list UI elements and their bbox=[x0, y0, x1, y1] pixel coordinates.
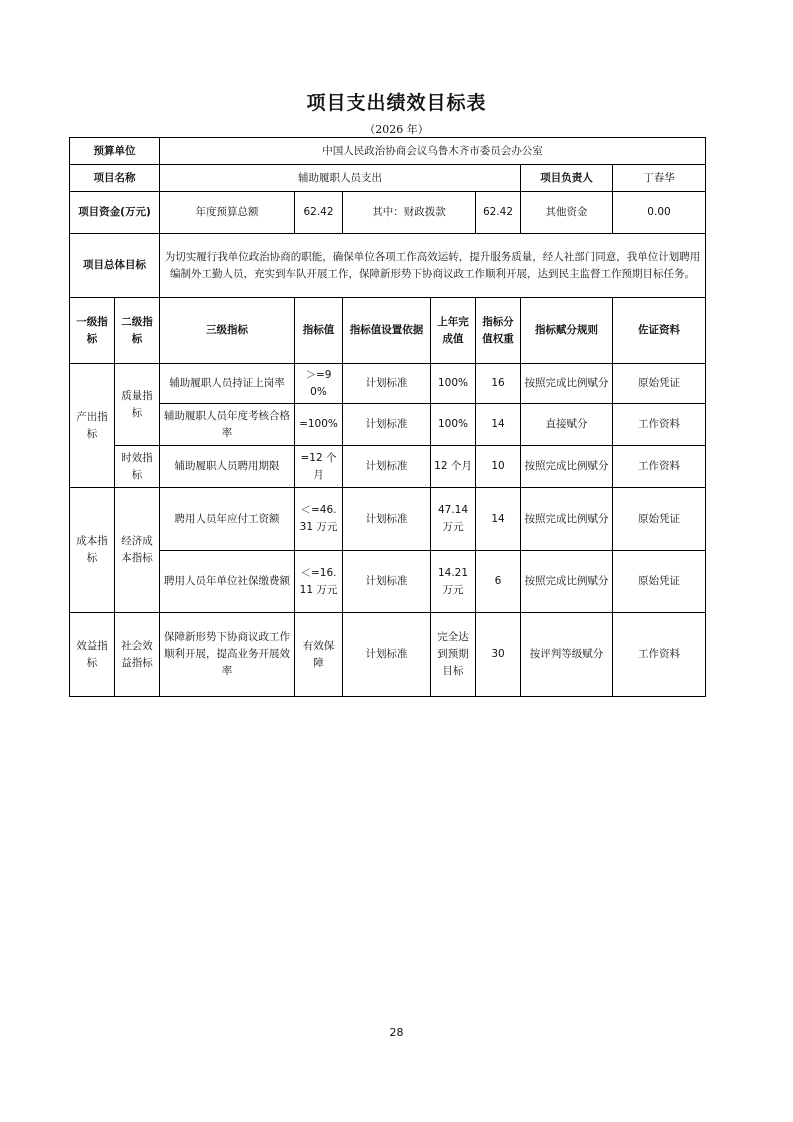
indicator-last-year: 47.14 万元 bbox=[431, 488, 476, 551]
indicator-basis: 计划标准 bbox=[343, 446, 431, 488]
indicator-evidence: 工作资料 bbox=[613, 613, 706, 697]
table-row bbox=[70, 613, 706, 697]
indicator-rule: 按照完成比例赋分 bbox=[521, 364, 613, 404]
fiscal-allocation-label: 其中：财政拨款 bbox=[343, 192, 476, 234]
indicator-evidence: 原始凭证 bbox=[613, 364, 706, 404]
indicator-name: 辅助履职人员年度考核合格率 bbox=[160, 404, 295, 446]
indicator-rule: 按评判等级赋分 bbox=[521, 613, 613, 697]
header-weight: 指标分值权重 bbox=[476, 298, 521, 364]
table-row bbox=[70, 404, 706, 446]
indicator-weight: 14 bbox=[476, 404, 521, 446]
group-timeliness: 时效指标 bbox=[115, 446, 160, 488]
annual-budget-label: 年度预算总额 bbox=[160, 192, 295, 234]
indicator-value: =12 个月 bbox=[295, 446, 343, 488]
indicator-weight: 16 bbox=[476, 364, 521, 404]
indicator-basis: 计划标准 bbox=[343, 613, 431, 697]
indicator-basis: 计划标准 bbox=[343, 364, 431, 404]
indicator-weight: 10 bbox=[476, 446, 521, 488]
header-level1: 一级指标 bbox=[70, 298, 115, 364]
project-leader-value: 丁春华 bbox=[613, 165, 706, 192]
indicator-weight: 30 bbox=[476, 613, 521, 697]
indicator-evidence: 工作资料 bbox=[613, 446, 706, 488]
project-leader-label: 项目负责人 bbox=[521, 165, 613, 192]
header-level3: 三级指标 bbox=[160, 298, 295, 364]
indicator-basis: 计划标准 bbox=[343, 551, 431, 613]
group-cost: 成本指标 bbox=[70, 488, 115, 613]
indicator-last-year: 100% bbox=[431, 364, 476, 404]
page-title: 项目支出绩效目标表 bbox=[306, 92, 487, 114]
group-economic: 经济成本指标 bbox=[115, 488, 160, 613]
table-row bbox=[70, 551, 706, 613]
indicator-rule: 直接赋分 bbox=[521, 404, 613, 446]
header-value: 指标值 bbox=[295, 298, 343, 364]
indicator-basis: 计划标准 bbox=[343, 404, 431, 446]
indicator-rule: 按照完成比例赋分 bbox=[521, 446, 613, 488]
header-basis: 指标值设置依据 bbox=[343, 298, 431, 364]
indicator-weight: 14 bbox=[476, 488, 521, 551]
indicator-name: 聘用人员年单位社保缴费额 bbox=[160, 551, 295, 613]
budget-unit-label: 预算单位 bbox=[70, 138, 160, 165]
indicator-name: 聘用人员年应付工资额 bbox=[160, 488, 295, 551]
budget-unit-value: 中国人民政治协商会议乌鲁木齐市委员会办公室 bbox=[160, 138, 706, 165]
indicator-last-year: 100% bbox=[431, 404, 476, 446]
indicator-name: 辅助履职人员聘用期限 bbox=[160, 446, 295, 488]
group-output: 产出指标 bbox=[70, 364, 115, 488]
header-evidence: 佐证资料 bbox=[613, 298, 706, 364]
indicator-value: ＜=46.31 万元 bbox=[295, 488, 343, 551]
header-last-year: 上年完成值 bbox=[431, 298, 476, 364]
table-row bbox=[70, 364, 706, 404]
performance-table bbox=[69, 137, 706, 697]
table-row bbox=[70, 488, 706, 551]
overall-goal-text: 为切实履行我单位政治协商的职能，确保单位各项工作高效运转，提升服务质量，经人社部门同意，我单位计划聘用编制外工勤人员，充实到车队开展工作，保障新形势下协商议政工作顺利开展，达到民主监督工作预期目标任务。 bbox=[160, 234, 706, 298]
page-number: 28 bbox=[389, 1026, 404, 1039]
group-benefit: 效益指标 bbox=[70, 613, 115, 697]
indicator-value: ＞=90% bbox=[295, 364, 343, 404]
indicator-last-year: 14.21 万元 bbox=[431, 551, 476, 613]
header-level2: 二级指标 bbox=[115, 298, 160, 364]
project-name-label: 项目名称 bbox=[70, 165, 160, 192]
indicator-value: ＜=16.11 万元 bbox=[295, 551, 343, 613]
indicator-rule: 按照完成比例赋分 bbox=[521, 488, 613, 551]
indicator-evidence: 工作资料 bbox=[613, 404, 706, 446]
project-name-value: 辅助履职人员支出 bbox=[160, 165, 521, 192]
other-funds-value: 0.00 bbox=[613, 192, 706, 234]
group-social: 社会效益指标 bbox=[115, 613, 160, 697]
indicator-last-year: 完全达到预期目标 bbox=[431, 613, 476, 697]
indicator-basis: 计划标准 bbox=[343, 488, 431, 551]
indicator-name: 保障新形势下协商议政工作顺利开展，提高业务开展效率 bbox=[160, 613, 295, 697]
indicator-rule: 按照完成比例赋分 bbox=[521, 551, 613, 613]
group-quality: 质量指标 bbox=[115, 364, 160, 446]
indicator-value: =100% bbox=[295, 404, 343, 446]
indicator-name: 辅助履职人员持证上岗率 bbox=[160, 364, 295, 404]
other-funds-label-cell: 其他资金 bbox=[521, 192, 613, 234]
fiscal-allocation-value: 62.42 bbox=[476, 192, 521, 234]
project-funds-label: 项目资金(万元) bbox=[70, 192, 160, 234]
indicator-value: 有效保障 bbox=[295, 613, 343, 697]
indicator-evidence: 原始凭证 bbox=[613, 551, 706, 613]
year-label: （2026 年） bbox=[364, 123, 429, 136]
indicator-weight: 6 bbox=[476, 551, 521, 613]
table-row bbox=[70, 446, 706, 488]
indicator-last-year: 12 个月 bbox=[431, 446, 476, 488]
indicator-evidence: 原始凭证 bbox=[613, 488, 706, 551]
overall-goal-label: 项目总体目标 bbox=[70, 234, 160, 298]
annual-budget-value: 62.42 bbox=[295, 192, 343, 234]
header-rule: 指标赋分规则 bbox=[521, 298, 613, 364]
